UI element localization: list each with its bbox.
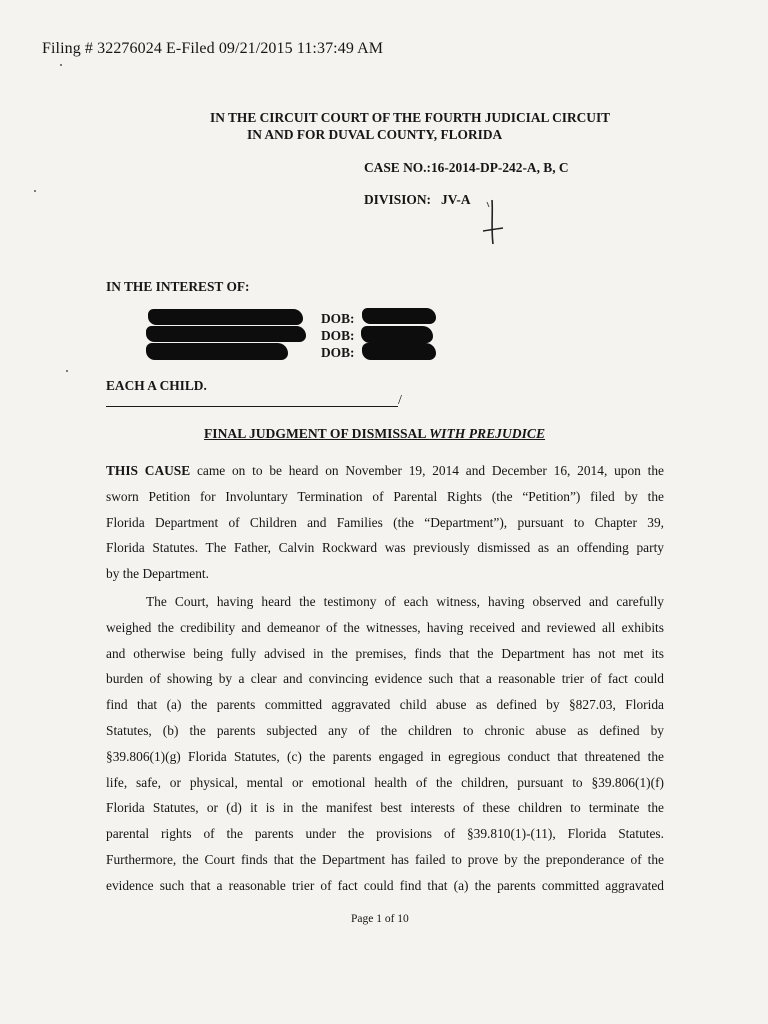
p1-line-3: Florida Statutes. The Father, Calvin Rockward was previously dismissed as an offending party bbox=[106, 540, 664, 556]
p2-line-4: find that (a) the parents committed aggravated child abuse as defined by §827.03, Florida bbox=[106, 697, 664, 713]
p2-line-0: The Court, having heard the testimony of each witness, having observed and carefully bbox=[146, 594, 664, 609]
handwritten-mark bbox=[480, 198, 506, 246]
title-prefix: FINAL JUDGMENT OF DISMISSAL bbox=[204, 426, 430, 441]
p1-line-4: by the Department. bbox=[106, 566, 209, 582]
p2-line-7: life, safe, or physical, mental or emotional health of the children, pursuant to §39.806(1)(f) bbox=[106, 774, 664, 790]
p2-line-11: evidence such that a reasonable trier of fact could find that (a) the parents committed aggravated bbox=[106, 877, 664, 893]
page-number: Page 1 of 10 bbox=[351, 913, 409, 925]
scan-speck bbox=[66, 370, 68, 372]
paragraph-2 bbox=[106, 589, 664, 899]
p1-line-2: Florida Department of Children and Families (the “Department”), pursuant to Chapter 39, bbox=[106, 514, 664, 530]
p2-line-6: §39.806(1)(g) Florida Statutes, (c) the parents engaged in egregious conduct that threatened the bbox=[106, 748, 664, 764]
p2-line-10: Furthermore, the Court finds that the Department has failed to prove by the preponderance of the bbox=[106, 851, 664, 867]
caption-divider-line bbox=[106, 406, 398, 407]
p1-line-1: sworn Petition for Involuntary Termination of Parental Rights (the “Petition”) filed by the bbox=[106, 488, 664, 504]
p2-line-1: weighed the credibility and demeanor of the witnesses, having received and reviewed all exhibits bbox=[106, 619, 664, 635]
scan-speck bbox=[34, 190, 36, 192]
filing-stamp: Filing # 32276024 E-Filed 09/21/2015 11:37:49 AM bbox=[42, 40, 384, 57]
this-cause-lead: THIS CAUSE bbox=[106, 463, 191, 478]
redacted-child-name-3 bbox=[146, 343, 288, 360]
dob-label-2: DOB: bbox=[321, 328, 355, 343]
redacted-dob-2 bbox=[361, 326, 433, 343]
document-title bbox=[204, 426, 545, 442]
title-emphasis: WITH PREJUDICE bbox=[429, 426, 546, 441]
in-the-interest-of: IN THE INTEREST OF: bbox=[106, 279, 250, 294]
p2-line-5: Statutes, (b) the parents subjected any of the children to chronic abuse as defined by bbox=[106, 722, 664, 738]
p2-line-9: parental rights of the parents under the provisions of §39.810(1)-(11), Florida Statutes. bbox=[106, 826, 664, 842]
division: DIVISION: JV-A bbox=[364, 192, 471, 207]
p1-line-0: came on to be heard on November 19, 2014 and December 16, 2014, upon the bbox=[190, 463, 664, 478]
court-name-line-2: IN AND FOR DUVAL COUNTY, FLORIDA bbox=[247, 127, 503, 142]
p2-line-2: and otherwise being fully advised in the premises, finds that the Department has not met its bbox=[106, 645, 664, 661]
scan-speck bbox=[60, 64, 62, 66]
court-name-line-1: IN THE CIRCUIT COURT OF THE FOURTH JUDICIAL CIRCUIT bbox=[210, 110, 611, 125]
redacted-child-name-2 bbox=[146, 326, 306, 342]
each-a-child: EACH A CHILD. bbox=[106, 378, 207, 393]
paragraph-1 bbox=[106, 458, 664, 587]
redacted-dob-1 bbox=[362, 308, 436, 324]
dob-label-1: DOB: bbox=[321, 311, 355, 326]
dob-label-3: DOB: bbox=[321, 345, 355, 360]
redacted-dob-3 bbox=[362, 343, 436, 360]
p2-line-8: Florida Statutes, or (d) it is in the manifest best interests of these children to terminate the bbox=[106, 800, 664, 816]
case-number: CASE NO.:16-2014-DP-242-A, B, C bbox=[364, 160, 569, 175]
caption-slash: / bbox=[398, 393, 402, 408]
paragraph-1-line bbox=[106, 458, 664, 484]
p2-line-3: burden of showing by a clear and convincing evidence such that a reasonable trier of fact could bbox=[106, 671, 664, 687]
redacted-child-name-1 bbox=[148, 309, 303, 325]
